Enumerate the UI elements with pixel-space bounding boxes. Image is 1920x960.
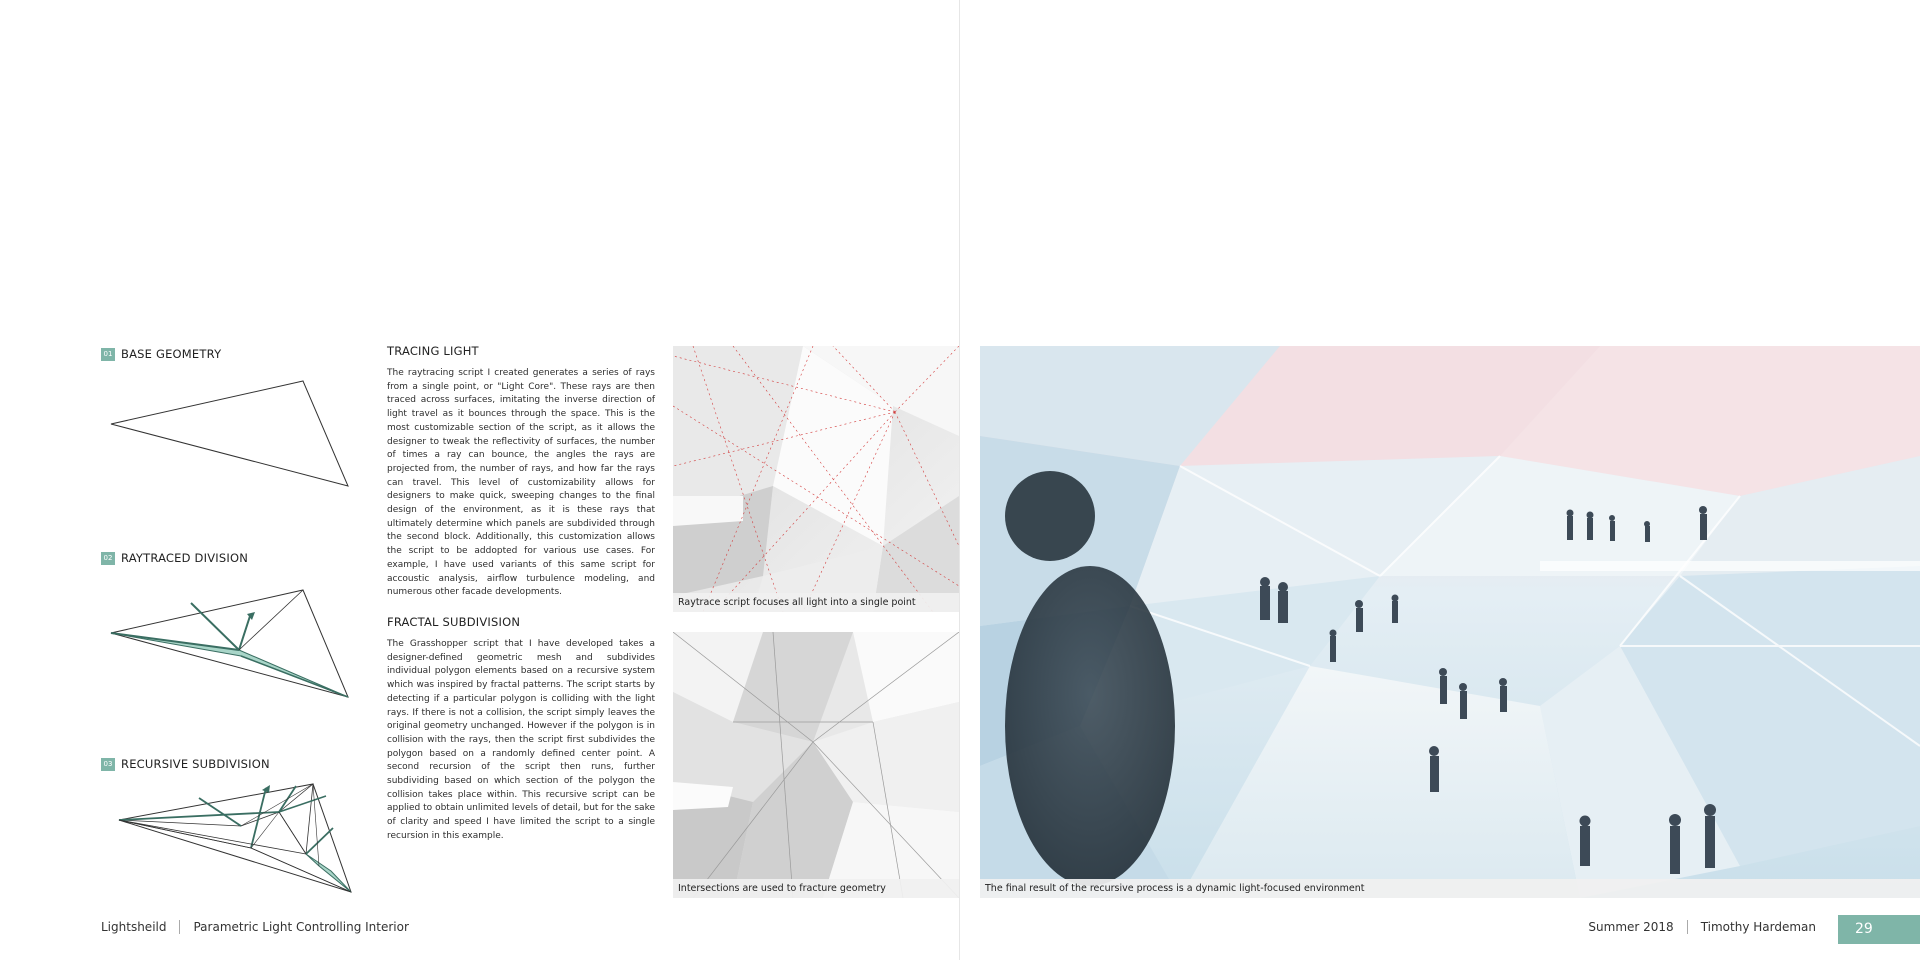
section-heading: FRACTAL SUBDIVISION [387, 615, 521, 629]
raytraced-division-illustration [101, 570, 361, 710]
base-geometry-illustration [101, 366, 361, 501]
diagram-title: RAYTRACED DIVISION [121, 551, 248, 565]
footer-right [1588, 920, 1816, 934]
diagram-title: BASE GEOMETRY [121, 347, 222, 361]
final-environment-render [980, 346, 1920, 898]
diagram-recursive-subdivision [101, 756, 361, 906]
diagram-title: RECURSIVE SUBDIVISION [121, 757, 270, 771]
diagram-heading [101, 346, 361, 362]
diagram-raytraced-division [101, 550, 361, 710]
diagram-number-badge: 02 [101, 552, 115, 565]
spread-divider [959, 0, 960, 960]
footer-author: Timothy Hardeman [1700, 920, 1816, 934]
intersections-render-image [673, 632, 959, 898]
diagram-number-badge: 03 [101, 758, 115, 771]
footer-left [101, 920, 409, 934]
page-number: 29 [1838, 915, 1920, 944]
footer-project: Lightsheild [101, 920, 167, 934]
section-fractal-subdivision [387, 615, 655, 844]
diagram-heading [101, 550, 361, 566]
image-caption: The final result of the recursive process is a dynamic light-focused environment [980, 879, 1920, 898]
footer-season: Summer 2018 [1588, 920, 1674, 934]
section-tracing-light [387, 344, 655, 600]
footer-subtitle: Parametric Light Controlling Interior [193, 920, 409, 934]
footer-separator [1687, 920, 1688, 934]
raytrace-render [673, 346, 959, 612]
footer-separator [179, 920, 180, 934]
diagram-base-geometry [101, 346, 361, 501]
image-caption: Intersections are used to fracture geometry [673, 879, 959, 898]
raytrace-render-image [673, 346, 959, 612]
section-body: The raytracing script I created generates a series of rays from a single point, or "Light Core". These rays are then traced across surfaces, imitating the inverse direction of light travel as it bounces through the space. This is the most customizable section of the script, as it allows the designer to tweak the reflectivity of surfaces, the number of times a ray can bounce, the angles the rays are projected from, the number of rays, and how far the rays can travel. This level of customizability allows for designers to make quick, sweeping changes to the final design of the environment, as it is these rays that ultimately determine which panels are subdivided through the second block. Additionally, this customization allows the script to be addopted for various use cases. For example, I have used variants of this same script for accoustic analysis, airflow turbulence modeling, and numerous other facade developments. [387, 368, 655, 598]
diagram-number-badge: 01 [101, 348, 115, 361]
section-body: The Grasshopper script that I have developed takes a designer-defined geometric mesh and subdivides individual polygon elements based on a recursive system which was inspired by fractal patterns. The script starts by detecting if a particular polygon is colliding with the light rays. If there is not a collision, the script simply leaves the original geometry unchanged. However if the polygon is in collision with the rays, then the script first subdivides the polygon based on a randomly defined center point. A second recursion of the script then runs, further subdividing based on which section of the polygon the collision takes place within. This recursive script can be applied to obtain unlimited levels of detail, but for the sake of clarity and speed I have limited the script to a single recursion in this example. [387, 639, 655, 841]
final-environment-render-image [980, 346, 1920, 898]
section-heading: TRACING LIGHT [387, 344, 479, 358]
diagram-heading [101, 756, 361, 772]
recursive-subdivision-illustration [101, 776, 361, 906]
image-caption: Raytrace script focuses all light into a single point [673, 593, 959, 612]
intersections-render [673, 632, 959, 898]
